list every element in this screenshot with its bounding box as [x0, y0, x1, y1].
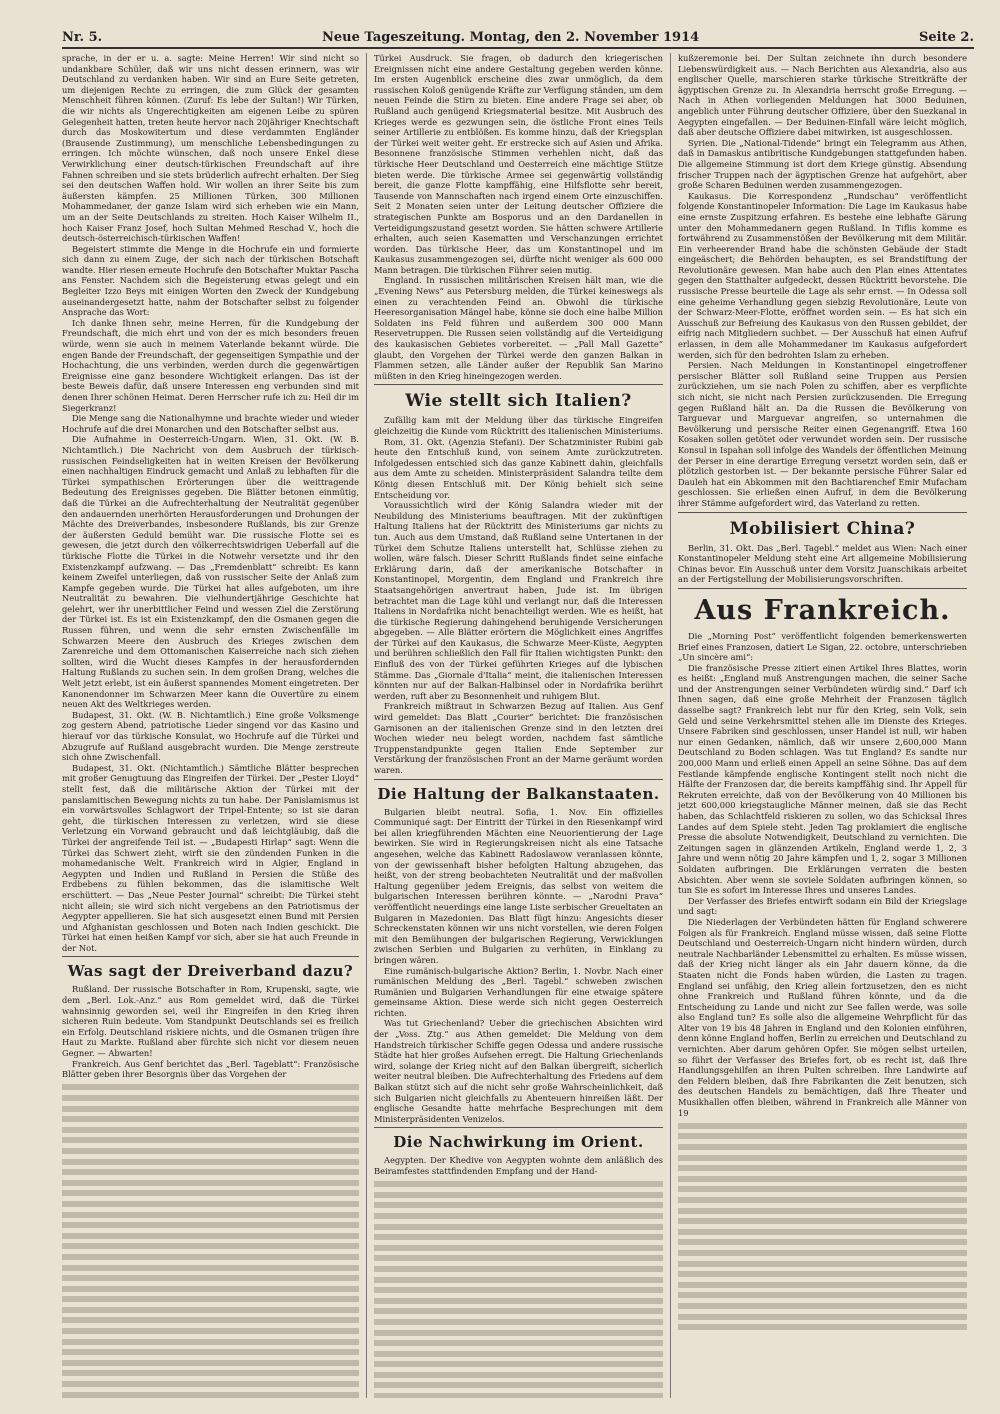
paragraph: Rom, 31. Okt. (Agenzia Stefani). Der Schatzminister Rubini gab heute den Entschluß kund, von seinem Amte zurückzutreten. Infolgedessen entschied sich das ganze Kabinett dahin, gleichfalls aus dem Amte zu scheiden. Ministerpräsident Salandra teilte dem König diesen Entschluß mit. Der König behielt sich seine Entscheidung vor.: [374, 436, 663, 500]
paragraph: Eine rumänisch-bulgarische Aktion? Berlin, 1. Novbr. Nach einer rumänischen Meldung des „Berl. Tagebl.“ schweben zwischen Rumänien und Bulgarien Verhandlungen für eine etwaige spätere gemeinsame Aktion. Diese werde sich nicht gegen Oesterreich richten.: [374, 965, 663, 1018]
paragraph: Bulgarien bleibt neutral. Sofia, 1. Nov. Ein offizielles Communiqué sagt: Der Eintritt der Türkei in den Riesenkampf wird bei allen kriegführenden Mächten eine Neuorientierung der Lage bewirken. Sie wird in Regierungskreisen nicht als eine Tatsache angesehen, welche das Kabinett Radoslawow veranlassen könnte, von der gewissenhaft bisher befolgten Haltung abzugehen, das heißt, von der streng beobachteten Neutralität und der maßvollen Haltung gegenüber jedem Ereignis, das selbst von weitem die bulgarischen Interessen berühren könnte. — „Narodni Prava“ veröffentlicht neuerdings eine lange Liste serbischer Greueltaten an Bulgaren in Mazedonien. Das Blatt fügt hinzu: Angesichts dieser Schreckenstaten können wir uns nicht vorstellen, wie deren Folgen mit den Bemühungen der bulgarischen Regierung, Verwicklungen zwischen Serbien und Bulgarien zu verhüten, in Einklang zu bringen wären.: [374, 806, 663, 965]
paragraph: Die „Morning Post“ veröffentlicht folgenden bemerkenswerten Brief eines Franzosen, datiert Le Sigan, 22. octobre, unterschrieben „Un sincère ami“:: [678, 630, 967, 663]
headline-dreiverband: Was sagt der Dreiverband dazu?: [67, 962, 354, 981]
paragraph: Rußland. Der russische Botschafter in Rom, Krupenski, sagte, wie dem „Berl. Lok.-Anz.“ aus Rom gemeldet wird, daß die Türkei wahnsinnig geworden sei, weil ihr Eingreifen in den Krieg ihren sicheren Ruin bedeute. Vom Standpunkt Deutschlands sei es freilich ein Erfolg. Deutschland riskiere nichts, und die Osmanen trügen ihre Haut zu Markte. Rußland aber fürchte sich nicht vor diesem neuen Gegner. — Abwarten!: [62, 984, 359, 1059]
paragraph: kußzeremonie bei. Der Sultan zeichnete ihn durch besondere Liebenswürdigkeit aus. — Nach Berichten aus Alexandria, also aus englischer Quelle, marschieren starke türkische Streitkräfte der ägyptischen Grenze zu. In Alexandria herrscht große Erregung. — Nach in Athen vorliegenden Meldungen hat 3000 Beduinen, angeblich unter Führung deutscher Offiziere, über den Suezkanal in Aegypten eingefallen. — Der Beduinen-Einfall wäre leicht möglich, daß aber deutsche Offiziere dabei mitwirken, ist ausgeschlossen.: [678, 53, 967, 138]
divider: [374, 779, 663, 780]
illegible-text: [374, 1181, 663, 1398]
paragraph: Die Aufnahme in Oesterreich-Ungarn. Wien, 31. Okt. (W. B. Nichtamtlich.) Die Nachricht von dem Ausbruch der türkisch-russischen Feindseligkeiten hat in weiten Kreisen der Bevölkerung einen nachhaltigen Eindruck gemacht und Anlaß zu lebhaften für die Türkei sympathischen Erörterungen über die weittragende Bedeutung des Ereignisses gegeben. Die Blätter betonen einmütig, daß die Türkei an die Aufrechterhaltung der Neutralität gegenüber den andauernden unerhörten Herausforderungen und Drohungen der Mächte des Dreiverbandes, insbesondere Rußlands, bis zur Grenze der äußersten Geduld bemüht war. Die russische Flotte sei es gewesen, die jetzt durch den völkerrechtswidrigen Ueberfall auf die türkische Flotte die Türkei in die Notwehr versetzte und ihr den Existenzkampf aufzwang. — Das „Fremdenblatt“ schreibt: Es kann keinem Zweifel unterliegen, daß von russischer Seite der Anlaß zum Kampfe gegeben wurde. Die Türkei hat alles aufgeboten, um ihre Neutralität zu bewahren. Die vielhundertjährige Geschichte hat gelehrt, wer ihr unerbittlicher Feind und wessen Ziel die Zerstörung der Türkei ist. Es ist ein Existenzkampf, den die Osmanen gegen die Russen führen, und wenn die sehr ernsten Zwischenfälle im Schwarzen Meere den Ausbruch des Krieges zwischen dem Zarenreiche und dem Ottomanischen Kaiserreiche nach sich ziehen sollten, wird die Wucht dieses Kampfes in der herausfordernden Haltung Rußlands zu suchen sein. In dem großen Drang, welches die Welt jetzt erlebt, ist ein äußerst spannendes Moment eingetreten. Der Kanonendonner im Schwarzen Meer kann die Ouvertüre zu einem neuen Akt des Weltkrieges werden.: [62, 434, 359, 710]
masthead-date: Neue Tageszeitung. Montag, den 2. November 1914: [322, 30, 700, 45]
paragraph: Kaukasus. Die Korrespondenz „Rundschau“ veröffentlicht folgende Konstantinopeler Information: Die Lage im Kaukasus habe eine ernste Zuspitzung erfahren. Es bestehe eine lebhafte Gärung unter den Mohammedanern gegen Rußland. In Tiflis komme es fortwährend zu Zusammenstößen der Bevölkerung mit dem Militär. Ein verheerender Brand habe die schönsten Gebäude der Stadt eingeäschert; die Behörden behaupten, es sei Brandstiftung der Revolutionäre gewesen. Man habe auch den Plan eines Attentates gegen den Statthalter aufgedeckt, dessen Rücktritt bevorstehe. Die russische Presse beurteile die Lage als sehr ernst. — In Odessa soll eine geheime Verhandlung gegen siebzig Revolutionäre, Leute von der Schwarz-Meer-Flotte, eröffnet worden sein. — Es hat sich ein Ausschuß zur Befreiung des Kaukasus von den Russen gebildet, der eifrig nach Mitgliedern suchbet. — Der Ausschuß hat einen Aufruf erlassen, in dem alle Mohammedaner im Kaukasus aufgefordert werden, sich für den bedrohten Islam zu erheben.: [678, 190, 967, 360]
paragraph: Berlin, 31. Okt. Das „Berl. Tagebl.“ meldet aus Wien: Nach einer Konstantinopeler Meldung steht eine Art allgemeine Mobilisierung Chinas bevor. Ein Ausschuß unter dem Vorsitz Juanschikais arbeitet an der Fertigstellung der Mobilisierungsvorschriften.: [678, 542, 967, 585]
divider: [62, 956, 359, 957]
paragraph: England. In russischen militärischen Kreisen hält man, wie die „Evening News“ aus Petersburg melden, die Türkei keineswegs als einen zu verachtenden Feind an. Obwohl die türkische Heeresorganisation Mängel habe, könne sie doch eine halbe Million Soldaten ins Feld führen und außerdem 300 000 Mann Reservetruppen. Die Russen seien vollständig auf die Verteidigung des kaukasischen Gebietes vorbereitet. — „Pall Mall Gazette“ glaubt, den Vorgehen der Türkei werde den ganzen Balkan in Flammen setzen, alle Länder außer der Republik San Marino müßten in den Krieg hineingezogen werden.: [374, 275, 663, 381]
paragraph: Was tut Griechenland? Ueber die griechischen Absichten wird der „Voss. Ztg.“ aus Athen gemeldet: Die Meldung von dem Handstreich türkischer Schiffe gegen Odessa und andere russische Städte hat hier großes Aufsehen erregt. Die Haltung Griechenlands wird, solange der Krieg nicht auf den Balkan übergreift, sicherlich weiter neutral bleiben. Die Aufrechterhaltung des Friedens auf dem Balkan stützt sich auf die nicht sehr große Wahrscheinlichkeit, daß sich Bulgarien nicht gleichfalls zu Abenteuern hinreißen läßt. Der englische Gesandte hatte mehrfache Besprechungen mit dem Ministerpräsidenten Venizelos.: [374, 1018, 663, 1124]
paragraph: Ich danke Ihnen sehr, meine Herren, für die Kundgebung der Freundschaft, die mich ehrt und von der es mich besonders freuen würde, wenn sie auch in meinem Vaterlande bekannt würde. Die engen Bande der Freundschaft, der gegenseitigen Sympathie und der Hochachtung, die uns verbinden, werden durch die gegenwärtigen Ereignisse eine ganz besondere Wichtigkeit erlangen. Das ist der beste Beweis dafür, daß unsere Interessen eng verbunden sind mit denen Ihrer schönen Heimat. Deren Herrscher rufe ich zu: Heil dir im Siegerkranz!: [62, 317, 359, 413]
divider: [678, 588, 967, 589]
paragraph: Persien. Nach Meldungen in Konstantinopel eingetroffener persischer Blätter soll Rußland seine Truppen aus Persien zurückziehen, um sie nach Polen zu schiffen, aber es verpflichte sich nicht, sie nicht nach Persien zurückzusenden. Die Erregung gegen Rußland hält an. Da die Russen die Bevölkerung von Targuevar und Marguevar angreifen, so unternahmen die Bevölkerung und persische Reiter einen Gegenangriff. Etwa 160 Kosaken sollen getötet oder verwundet worden sein. Der russische Konsul in Ispahan soll infolge des Wandels der öffentlichen Meinung der Perser in eine derartige Erregung versetzt worden sein, daß er plötzlich gestorben ist. — Der bekannte persische Führer Salar ed Dauleh hat ein Abkommen mit den Bachtiarenchef Emir Mufacham geschlossen. Sie erließen einen Aufruf, in dem die Bevölkerung ihrer Stämme aufgefordert wird, das Vaterland zu retten.: [678, 360, 967, 508]
illegible-text: [678, 1123, 967, 1330]
illegible-text: [62, 1084, 359, 1398]
paragraph: Die Niederlagen der Verbündeten hätten für England schwerere Folgen als für Frankreich. England müsse wissen, daß seine Flotte Deutschland und Oesterreich-Ungarn nicht hindern würden, durch neutrale Nachbarländer Lebensmittel zu erhalten. Es müsse wissen, daß der Krieg nicht länger als ein Jahr dauern könne, da die Staaten nicht die Fonds haben würden, die Lasten zu tragen. England sei unfähig, den Krieg allein fortzusetzen, den es nicht ohne Frankreich und Rußland führen könnte, und da die Entscheidung zu Lande und nicht zur See fallen werde, was solle also England tun? Es solle also die allgemeine Wehrpflicht für das Alter von 19 bis 48 Jahren in England und den Kolonien einführen, denn könne England hoffen, Berlin zu erreichen und Deutschland zu vernichten. Aber darum gehören Opfer. Sie mögen selbst urteilen, so führt der Verfasser des Briefes fort, ob es recht ist, daß Ihre Handlungsgehilfen an ihren Pulten schreiben. Ihre Landwirte auf den Feldern bleiben, daß Ihre Fabrikanten die Zeit benutzen, sich des deutschen Handels zu bemächtigen, daß Ihre Theater und Musikhallen offen bleiben, während in Frankreich alle Männer von 19: [678, 916, 967, 1118]
paragraph: Die französische Presse zitiert einen Artikel Ihres Blattes, worin es heißt: „England muß Anstrengungen machen, die seiner Sache und der Anstrengungen seiner Verbündeten würdig sind.“ Darf ich Ihnen sagen, daß eine große Mehrheit der Franzosen täglich dasselbe sagt? Frankreich lebt nur für den Krieg, sein Volk, sein Geld und seine Verkehrsmittel stehen alle im Dienste des Krieges. Unsere Fabriken sind geschlossen, unser Handel ist null, wir haben nur einen Gedanken, nämlich, daß wir unsere 2,600,000 Mann Deutschland zu Boden schlagen. Was tut England? Es sandte nur 200,000 Mann und erließ einen Appell an seine Söhne. Das auf dem Festlande kämpfende englische Kontingent stellt noch nicht die Hälfte der Franzosen dar, die bereits kampffähig sind. Ihr Appell für Rekruten erreichte, daß von der Bevölkerung von 40 Millionen bis jetzt 600,000 kriegstaugliche Männer meinen, daß sie das Recht haben, das Schlachtfeld riskieren zu sollen, wo das Schicksal Ihres Landes auf dem Spiele steht. Jeden Tag proklamiert die englische Presse die absolute Notwendigkeit, Deutschland zu vernichten. Die Zeitungen sagen in glänzenden Artikeln, England werde 1, 2, 3 Jahre und wenn nötig 20 Jahre kämpfen und 1, 2, sogar 3 Millionen Soldaten aufbringen. Die Erklärungen verraten die besten Absichten. Aber wenn sie soviele Soldaten aufbringen können, so tun Sie es sofort im Interesse Ihres und unseres Landes.: [678, 662, 967, 896]
divider: [678, 512, 967, 513]
paragraph: Aegypten. Der Khedive von Aegypten wohnte dem anläßlich des Beiramfestes stattfindenden Empfang und der Hand-: [374, 1155, 663, 1176]
column-3: [670, 53, 974, 1398]
divider: [374, 384, 663, 385]
paragraph: Frankreich mißtraut in Schwarzen Bezug auf Italien. Aus Genf wird gemeldet: Das Blatt „Courier“ berichtet: Die französischen Garnisonen an der italienischen Grenze sind in den letzten drei Wochen wieder neu belegt worden, nachdem fast sämtliche Truppenstandpunkte gegen Italien Ende September zur Verstärkung der französischen Front an der Marne geräumt worden waren.: [374, 701, 663, 775]
columns: [62, 53, 974, 1398]
column-2: [366, 53, 670, 1398]
headline-balkan: Die Haltung der Balkanstaaten.: [377, 784, 660, 803]
headline-italien: Wie stellt sich Italien?: [405, 391, 632, 412]
paragraph: Die Menge sang die Nationalhymne und brachte wieder und wieder Hochrufe auf die drei Monarchen und den Botschafter selbst aus.: [62, 413, 359, 434]
paragraph: Türkei Ausdruck. Sie fragen, ob dadurch den kriegerischen Ereignissen nicht eine andere Gestaltung gegeben werden könne. Im ersten Augenblick erscheine dies zwar unmöglich, da dem russischen Koloß genügende Kräfte zur Verfügung ständen, um dem neuen Feinde die Stirn zu bieten. Eine andere Frage sei aber, ob Rußland auch genügend Kriegsmaterial besitze. Mit Ausbruch des Krieges werde es gezwungen sein, die östliche Front eines Teils seiner Artillerie zu entblößen. Es komme hinzu, daß der Kriegsplan der Türkei weit weiter geht. Er erstrecke sich auf Asien und Afrika. Besonnene französische Stimmen verhehlen nicht, daß das türkische Heer Deutschland und Oesterreich eine mächtige Stütze bieten werde. Die türkische Armee sei gegenwärtig vollständig bereit, die ganze Flotte kampffähig, eine Hilfsflotte sehr bereit, Tausende von Mannschaften nach irgend einem Orte einzuschiffen. Seit 2 Monaten seien unter der Leitung deutscher Offiziere die strategischen Punkte am Bosporus und an den Dardanellen in Verteidigungszustand gesetzt worden. Sie hätten schwere Artillerie erhalten, auch seien Kasematten und Verschanzungen errichtet worden. Das türkische Heer, das um Konstantinopel und im Kaukasus zusammengezogen sei, dürfte nicht weniger als 600 000 Mann betragen. Die türkischen Führer seien mutig.: [374, 53, 663, 275]
paragraph: Syrien. Die „National-Tidende“ bringt ein Telegramm aus Athen, daß in Damaskus antibritische Kundgebungen stattgefunden haben. Die allgemeine Stimmung ist dort dem Kriege günstig. Absendung frischer Truppen nach der ägyptischen Grenze hat aufgehört, aber große Scharen Beduinen werden zusammengezogen.: [678, 137, 967, 191]
paragraph: Begeistert stimmte die Menge in die Hochrufe ein und formierte sich dann zu einem Zuge, der sich nach der türkischen Botschaft wandte. Hier riesen erneute Hochrufe den Botschafter Muktar Pascha ans Fenster. Nachdem sich die Begeisterung etwas gelegt und ein Begleiter Izzo Beys mit einigen Worten den Zweck der Kundgebung auseinandergesetzt hatte, nahm der Botschafter selbst zu folgender Ansprache das Wort:: [62, 243, 359, 318]
divider: [374, 1127, 663, 1128]
paragraph: Voraussichtlich wird der König Salandra wieder mit der Neubildung des Ministeriums beauftragen. Mit der zukünftigen Haltung Italiens hat der Rücktritt des Ministeriums gar nichts zu tun. Auch aus dem Umstand, daß Rußland seine Untertanen in der Türkei dem Schutze Italiens unterstellt hat, Schlüsse ziehen zu wollen, wäre falsch. Dieser Schritt Rußlands findet seine einfache Erklärung darin, daß der amerikanische Botschafter in Konstantinopel, Morgentin, dem England und Frankreich ihre Staatsangehörigen anvertraut haben, Jude ist. Im übrigen betrachtet man die Lage kühl und verlangt nur, daß die Interessen Italiens in Nordafrika nicht benachteiligt werden. Wie es heißt, hat die türkische Regierung dahingehend beruhigende Versicherungen abgegeben. — Alle Blätter erörtern die Möglichkeit eines Angriffes der Türkei auf den Kaukasus, die Schwarze Meer-Küste, Aegypten und berühren schließlich den Fall für Italien wichtigsten Punkt: den Einfluß des von der Türkei geführten Krieges auf die lybischen Stämme. Das „Giornale d'Italia“ meint, die italienischen Interessen könnten nur auf der Balkan-Halbinsel oder in Nordafrika berührt werden, ruft aber zu Besonnenheit und ruhigem Blut.: [374, 500, 663, 701]
paragraph: Budapest, 31. Okt. (Nichtamtlich.) Sämtliche Blätter besprechen mit großer Genugtuung das Eingreifen der Türkei. Der „Pester Lloyd“ stellt fest, daß die militärische Aktion der Türkei mit der panslamitischen Bewegung nichts zu tun habe. Der Panislamismus ist ein vorwärtsvolles Schlagwort der Tripel-Entente; so ist sie daran geht, die türkischen Interessen zu verletzen, wird sie diese Verletzung ein Vorwand gebraucht und daß leichtgläubig, daß die Türkei der angreifende Teil ist. — „Budapesti Hirlap“ sagt: Wenn die Türkei das Schwert zieht, wirft sie den zündenden Funken in die mohamedanische Welt. Frankreich wird in Algier, England in Aegypten und Indien und Rußland in Persien die Stüße des Erdbebens zu fühlen bekommen, das die islamitische Welt erschüttert. — Das „Neue Pester Journal“ schreibt: Die Türkei steht nicht allein; sie wird sich nicht vergebens an den Patriotismus der Aegypter appellieren. Sie hat sich ausgesetzt einen Bund mit Persien und Afghanistan geschlossen und Boten nach Indien geschickt. Die Türkei hat einen heißen Kampf vor sich, aber sie hat auch Freunde in der Not.: [62, 762, 359, 953]
headline-frankreich: Aus Frankreich.: [694, 594, 951, 626]
page-number: Nr. 5.: [62, 30, 103, 45]
paragraph: Zufällig kam mit der Meldung über das türkische Eingreifen gleichzeitig die Kunde vom Rücktritt des italienischen Ministeriums.: [374, 415, 663, 436]
page-header: [62, 30, 974, 49]
column-1: [62, 53, 366, 1398]
headline-china: Mobilisiert China?: [729, 518, 916, 539]
paragraph: Der Verfasser des Briefes entwirft sodann ein Bild der Kriegslage und sagt:: [678, 895, 967, 917]
headline-orient: Die Nachwirkung im Orient.: [393, 1133, 644, 1152]
page-label: Seite 2.: [919, 30, 974, 45]
paragraph: Budapest, 31. Okt. (W. B. Nichtamtlich.) Eine große Volksmenge zog gestern Abend, patriotische Lieder singend vor das Kasino und hierauf vor das türkische Konsulat, wo Hochrufe auf die Türkei und Abzugrufe auf Rußland ausgebracht wurden. Die Menge zerstreute sich ohne Zwischenfall.: [62, 709, 359, 763]
paragraph: Frankreich. Aus Genf berichtet das „Berl. Tageblatt“: Französische Blätter geben ihrer Besorgnis über das Vorgehen der: [62, 1058, 359, 1080]
paragraph: sprache, in der er u. a. sagte: Meine Herren! Wir sind nicht so undankbare Schüler, daß wir uns nicht dessen erinnern, was wir Deutschland zu verdanken haben. Wir sind an Eure Seite getreten, um diejenigen Rechte zu erringen, die zum Glück der gesamten Menschheit führen können. (Zuruf: Es lebe der Sultan!) Wir Türken, die wir nichts als Ungerechtigkeiten am eigenen Leibe zu spüren Gelegenheit hatten, treten heute hervor nach 20jähriger Knechtschaft durch das Moskowitertum und diese verdammten Engländer (Brausende Zustimmung), um menschliche Lebensbedingungen zu erringen. Ich möchte wünschen, daß noch unsere Enkel diese Verwirklichung einer deutsch-türkischen Freundschaft auf ihre Fahnen schreiben und sie stets brüderlich aufrecht erhalten. Der Sieg sei den deutschen Waffen hold. Wir wollen an ihrer Seite bis zum äußersten kämpfen. 25 Millionen Türken, 300 Millionen Mohammedaner, der ganze Islam wird sich erheben wie ein Mann, um an der Seite Deutschlands zu streiten. Hoch Kaiser Wilhelm II., hoch Kaiser Franz Josef, hoch Sultan Mehmed Reschad V., hoch die deutsch-österreichisch-türkischen Waffen!: [62, 53, 359, 244]
